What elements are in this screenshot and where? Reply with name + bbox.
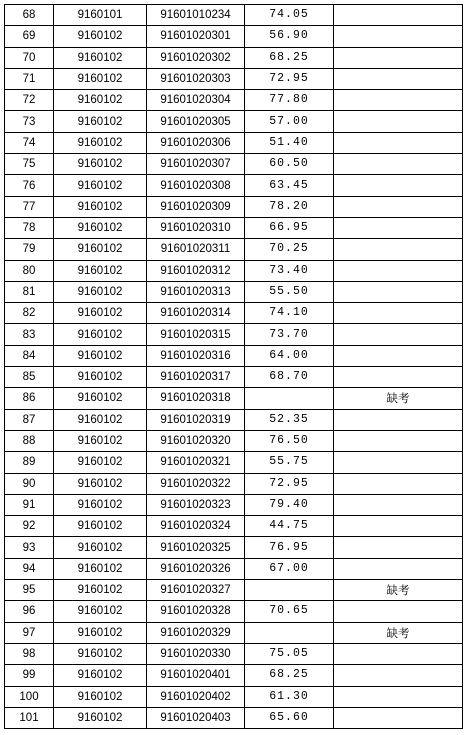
row-number-cell: 69 <box>5 26 54 47</box>
position-code-cell: 9160102 <box>54 154 147 175</box>
score-table <box>4 4 463 729</box>
row-number-cell: 84 <box>5 345 54 366</box>
remark-cell <box>334 473 463 494</box>
table-row <box>5 558 463 579</box>
table-row <box>5 217 463 238</box>
remark-cell <box>334 324 463 345</box>
exam-id-cell: 91601020302 <box>147 47 245 68</box>
exam-id-cell: 91601020325 <box>147 537 245 558</box>
table-row <box>5 324 463 345</box>
table-row <box>5 409 463 430</box>
position-code-cell: 9160102 <box>54 601 147 622</box>
remark-cell <box>334 409 463 430</box>
exam-id-cell: 91601020301 <box>147 26 245 47</box>
table-row <box>5 68 463 89</box>
score-cell: 78.20 <box>245 196 334 217</box>
position-code-cell: 9160102 <box>54 707 147 728</box>
table-row <box>5 5 463 26</box>
exam-id-cell: 91601020307 <box>147 154 245 175</box>
score-cell: 60.50 <box>245 154 334 175</box>
position-code-cell: 9160102 <box>54 281 147 302</box>
score-cell: 76.50 <box>245 430 334 451</box>
score-cell <box>245 388 334 409</box>
score-cell: 72.95 <box>245 473 334 494</box>
position-code-cell: 9160102 <box>54 452 147 473</box>
table-row <box>5 622 463 643</box>
row-number-cell: 77 <box>5 196 54 217</box>
position-code-cell: 9160102 <box>54 68 147 89</box>
score-cell: 56.90 <box>245 26 334 47</box>
table-row <box>5 345 463 366</box>
position-code-cell: 9160102 <box>54 111 147 132</box>
exam-id-cell: 91601020303 <box>147 68 245 89</box>
row-number-cell: 88 <box>5 430 54 451</box>
remark-cell <box>334 665 463 686</box>
remark-cell <box>334 303 463 324</box>
exam-id-cell: 91601020401 <box>147 665 245 686</box>
remark-cell <box>334 345 463 366</box>
score-cell: 68.25 <box>245 665 334 686</box>
exam-id-cell: 91601020317 <box>147 367 245 388</box>
remark-cell <box>334 239 463 260</box>
exam-id-cell: 91601020326 <box>147 558 245 579</box>
position-code-cell: 9160102 <box>54 580 147 601</box>
remark-cell <box>334 260 463 281</box>
score-cell: 70.25 <box>245 239 334 260</box>
remark-cell <box>334 26 463 47</box>
row-number-cell: 74 <box>5 132 54 153</box>
score-cell: 75.05 <box>245 643 334 664</box>
table-row <box>5 580 463 601</box>
position-code-cell: 9160102 <box>54 622 147 643</box>
row-number-cell: 94 <box>5 558 54 579</box>
row-number-cell: 97 <box>5 622 54 643</box>
score-cell: 65.60 <box>245 707 334 728</box>
row-number-cell: 89 <box>5 452 54 473</box>
position-code-cell: 9160102 <box>54 473 147 494</box>
table-row <box>5 686 463 707</box>
exam-id-cell: 91601020306 <box>147 132 245 153</box>
score-table-body <box>5 5 463 729</box>
table-row <box>5 430 463 451</box>
remark-cell <box>334 643 463 664</box>
remark-cell <box>334 132 463 153</box>
exam-id-cell: 91601020316 <box>147 345 245 366</box>
score-cell: 79.40 <box>245 494 334 515</box>
position-code-cell: 9160102 <box>54 90 147 111</box>
position-code-cell: 9160102 <box>54 537 147 558</box>
table-row <box>5 367 463 388</box>
row-number-cell: 86 <box>5 388 54 409</box>
score-cell: 74.10 <box>245 303 334 324</box>
position-code-cell: 9160102 <box>54 516 147 537</box>
position-code-cell: 9160102 <box>54 196 147 217</box>
table-row <box>5 196 463 217</box>
score-cell: 74.05 <box>245 5 334 26</box>
exam-id-cell: 91601020315 <box>147 324 245 345</box>
position-code-cell: 9160102 <box>54 26 147 47</box>
row-number-cell: 87 <box>5 409 54 430</box>
row-number-cell: 76 <box>5 175 54 196</box>
score-cell: 68.70 <box>245 367 334 388</box>
score-cell: 70.65 <box>245 601 334 622</box>
exam-id-cell: 91601020402 <box>147 686 245 707</box>
score-cell: 66.95 <box>245 217 334 238</box>
position-code-cell: 9160102 <box>54 643 147 664</box>
score-cell: 51.40 <box>245 132 334 153</box>
position-code-cell: 9160101 <box>54 5 147 26</box>
remark-cell <box>334 707 463 728</box>
table-row <box>5 601 463 622</box>
exam-id-cell: 91601020321 <box>147 452 245 473</box>
row-number-cell: 71 <box>5 68 54 89</box>
exam-id-cell: 91601020323 <box>147 494 245 515</box>
remark-cell <box>334 281 463 302</box>
exam-id-cell: 91601020320 <box>147 430 245 451</box>
table-row <box>5 111 463 132</box>
remark-cell <box>334 601 463 622</box>
remark-cell: 缺考 <box>334 622 463 643</box>
table-row <box>5 260 463 281</box>
row-number-cell: 101 <box>5 707 54 728</box>
remark-cell <box>334 430 463 451</box>
exam-id-cell: 91601020319 <box>147 409 245 430</box>
position-code-cell: 9160102 <box>54 430 147 451</box>
score-cell: 44.75 <box>245 516 334 537</box>
row-number-cell: 83 <box>5 324 54 345</box>
score-cell: 72.95 <box>245 68 334 89</box>
remark-cell <box>334 175 463 196</box>
remark-cell <box>334 154 463 175</box>
row-number-cell: 70 <box>5 47 54 68</box>
remark-cell <box>334 452 463 473</box>
exam-id-cell: 91601020328 <box>147 601 245 622</box>
table-row <box>5 239 463 260</box>
row-number-cell: 98 <box>5 643 54 664</box>
position-code-cell: 9160102 <box>54 132 147 153</box>
exam-id-cell: 91601020308 <box>147 175 245 196</box>
score-cell: 55.50 <box>245 281 334 302</box>
position-code-cell: 9160102 <box>54 175 147 196</box>
remark-cell <box>334 367 463 388</box>
score-cell: 63.45 <box>245 175 334 196</box>
row-number-cell: 95 <box>5 580 54 601</box>
row-number-cell: 82 <box>5 303 54 324</box>
table-row <box>5 90 463 111</box>
remark-cell: 缺考 <box>334 388 463 409</box>
row-number-cell: 68 <box>5 5 54 26</box>
row-number-cell: 72 <box>5 90 54 111</box>
remark-cell <box>334 537 463 558</box>
table-row <box>5 537 463 558</box>
remark-cell <box>334 111 463 132</box>
score-cell <box>245 622 334 643</box>
position-code-cell: 9160102 <box>54 367 147 388</box>
position-code-cell: 9160102 <box>54 494 147 515</box>
row-number-cell: 75 <box>5 154 54 175</box>
row-number-cell: 100 <box>5 686 54 707</box>
remark-cell <box>334 196 463 217</box>
exam-id-cell: 91601020403 <box>147 707 245 728</box>
position-code-cell: 9160102 <box>54 303 147 324</box>
position-code-cell: 9160102 <box>54 47 147 68</box>
table-row <box>5 473 463 494</box>
score-cell: 67.00 <box>245 558 334 579</box>
row-number-cell: 80 <box>5 260 54 281</box>
exam-id-cell: 91601020327 <box>147 580 245 601</box>
score-cell <box>245 580 334 601</box>
position-code-cell: 9160102 <box>54 239 147 260</box>
row-number-cell: 99 <box>5 665 54 686</box>
table-row <box>5 47 463 68</box>
row-number-cell: 79 <box>5 239 54 260</box>
remark-cell <box>334 516 463 537</box>
exam-id-cell: 91601020310 <box>147 217 245 238</box>
table-row <box>5 707 463 728</box>
table-row <box>5 175 463 196</box>
score-cell: 55.75 <box>245 452 334 473</box>
score-cell: 73.40 <box>245 260 334 281</box>
exam-id-cell: 91601020322 <box>147 473 245 494</box>
exam-id-cell: 91601020312 <box>147 260 245 281</box>
row-number-cell: 90 <box>5 473 54 494</box>
position-code-cell: 9160102 <box>54 388 147 409</box>
score-cell: 57.00 <box>245 111 334 132</box>
remark-cell <box>334 5 463 26</box>
position-code-cell: 9160102 <box>54 686 147 707</box>
table-row <box>5 303 463 324</box>
exam-id-cell: 91601020309 <box>147 196 245 217</box>
table-row <box>5 26 463 47</box>
exam-id-cell: 91601020313 <box>147 281 245 302</box>
table-row <box>5 452 463 473</box>
remark-cell <box>334 47 463 68</box>
row-number-cell: 92 <box>5 516 54 537</box>
row-number-cell: 73 <box>5 111 54 132</box>
table-row <box>5 643 463 664</box>
score-cell: 52.35 <box>245 409 334 430</box>
table-row <box>5 516 463 537</box>
score-cell: 73.70 <box>245 324 334 345</box>
position-code-cell: 9160102 <box>54 324 147 345</box>
position-code-cell: 9160102 <box>54 217 147 238</box>
table-row <box>5 494 463 515</box>
score-cell: 68.25 <box>245 47 334 68</box>
position-code-cell: 9160102 <box>54 260 147 281</box>
score-cell: 61.30 <box>245 686 334 707</box>
remark-cell <box>334 68 463 89</box>
table-row <box>5 281 463 302</box>
position-code-cell: 9160102 <box>54 345 147 366</box>
remark-cell <box>334 686 463 707</box>
remark-cell: 缺考 <box>334 580 463 601</box>
exam-id-cell: 91601020324 <box>147 516 245 537</box>
table-row <box>5 132 463 153</box>
exam-id-cell: 91601020305 <box>147 111 245 132</box>
position-code-cell: 9160102 <box>54 558 147 579</box>
row-number-cell: 78 <box>5 217 54 238</box>
remark-cell <box>334 558 463 579</box>
row-number-cell: 96 <box>5 601 54 622</box>
score-cell: 64.00 <box>245 345 334 366</box>
remark-cell <box>334 217 463 238</box>
exam-id-cell: 91601020311 <box>147 239 245 260</box>
table-row <box>5 154 463 175</box>
exam-id-cell: 91601020304 <box>147 90 245 111</box>
remark-cell <box>334 494 463 515</box>
exam-id-cell: 91601020318 <box>147 388 245 409</box>
exam-id-cell: 91601020314 <box>147 303 245 324</box>
exam-id-cell: 91601020330 <box>147 643 245 664</box>
remark-cell <box>334 90 463 111</box>
score-cell: 76.95 <box>245 537 334 558</box>
exam-id-cell: 91601010234 <box>147 5 245 26</box>
score-cell: 77.80 <box>245 90 334 111</box>
row-number-cell: 93 <box>5 537 54 558</box>
row-number-cell: 81 <box>5 281 54 302</box>
position-code-cell: 9160102 <box>54 665 147 686</box>
position-code-cell: 9160102 <box>54 409 147 430</box>
row-number-cell: 91 <box>5 494 54 515</box>
table-row <box>5 388 463 409</box>
row-number-cell: 85 <box>5 367 54 388</box>
exam-id-cell: 91601020329 <box>147 622 245 643</box>
table-row <box>5 665 463 686</box>
